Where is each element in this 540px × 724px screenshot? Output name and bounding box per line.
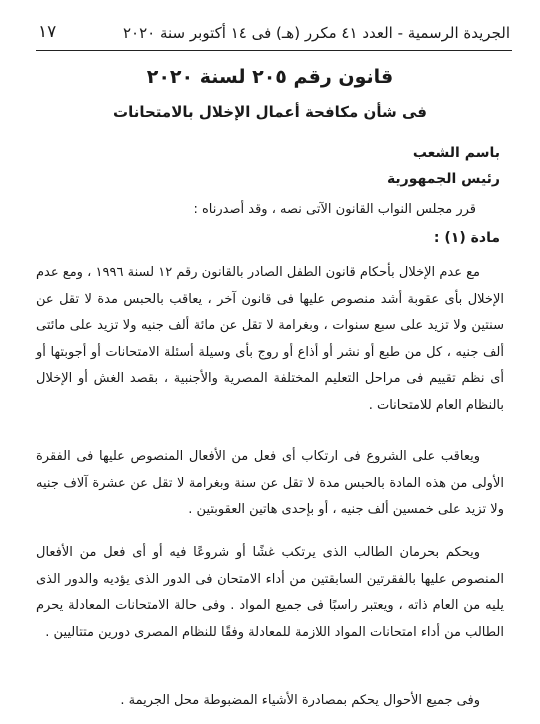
running-header [38, 22, 510, 44]
article-paragraph-1: مع عدم الإخلال بأحكام قانون الطفل الصادر بالقانون رقم ١٢ لسنة ١٩٩٦ ، ومع عدم الإخلال بأى عقوبة أشد منصوص عليها فى قانون آخر ، يعاقب بالحبس مدة لا تقل عن سنتين ولا تزيد على سبع سنوات ، وبغرامة لا تقل عن مائة ألف جنيه ولا تزيد على مائتى ألف جنيه ، كل من طبع أو نشر أو أذاع أو روج بأى وسيلة أسئلة الامتحانات أو أجوبتها أو أى نظم تقييم فى مراحل التعليم المختلفة المصرية والأجنبية ، بقصد الغش أو الإخلال بالنظام العام للامتحانات . [36, 265, 504, 413]
law-subtitle: فى شأن مكافحة أعمال الإخلال بالامتحانات [113, 103, 427, 121]
header-rule [36, 50, 512, 51]
people-line: باسم الشعب [412, 145, 500, 161]
running-title: الجريدة الرسمية - العدد ٤١ مكرر (هـ) فى ١٤ أكتوبر سنة ٢٠٢٠ [122, 24, 510, 42]
article-paragraph-2: ويعاقب على الشروع فى ارتكاب أى فعل من الأفعال المنصوص عليها فى الفقرة الأولى من هذه المادة بالحبس مدة لا تقل عن سنة وبغرامة لا تقل عن عشرة آلاف جنيه ولا تزيد على خمسين ألف جنيه ، أو بإحدى هاتين العقوبتين . [36, 449, 504, 518]
law-title: قانون رقم ٢٠٥ لسنة ٢٠٢٠ [146, 66, 394, 88]
enactment-line: قرر مجلس النواب القانون الآتى نصه ، وقد أصدرناه : [193, 202, 476, 217]
article-heading: مادة (١) : [433, 230, 500, 246]
page-number: ١٧ [38, 22, 57, 42]
article-paragraph-3: ويحكم بحرمان الطالب الذى يرتكب غشًا أو شروعًا فيه أو أى فعل من الأفعال المنصوص عليها بالفقرتين السابقتين من أداء الامتحان فى الدور الذى يؤديه والدور الذى يليه من العام ذاته ، ويعتبر راسبًا فى جميع المواد . وفى حالة الامتحانات المعادلة يحرم الطالب من أداء امتحانات المواد اللازمة للمعادلة وفقًا للنظام المصرى دورين متتاليين . [36, 545, 504, 640]
article-paragraph-4: وفى جميع الأحوال يحكم بمصادرة الأشياء المضبوطة محل الجريمة . [120, 693, 480, 708]
president-line: رئيس الجمهورية [386, 171, 500, 187]
